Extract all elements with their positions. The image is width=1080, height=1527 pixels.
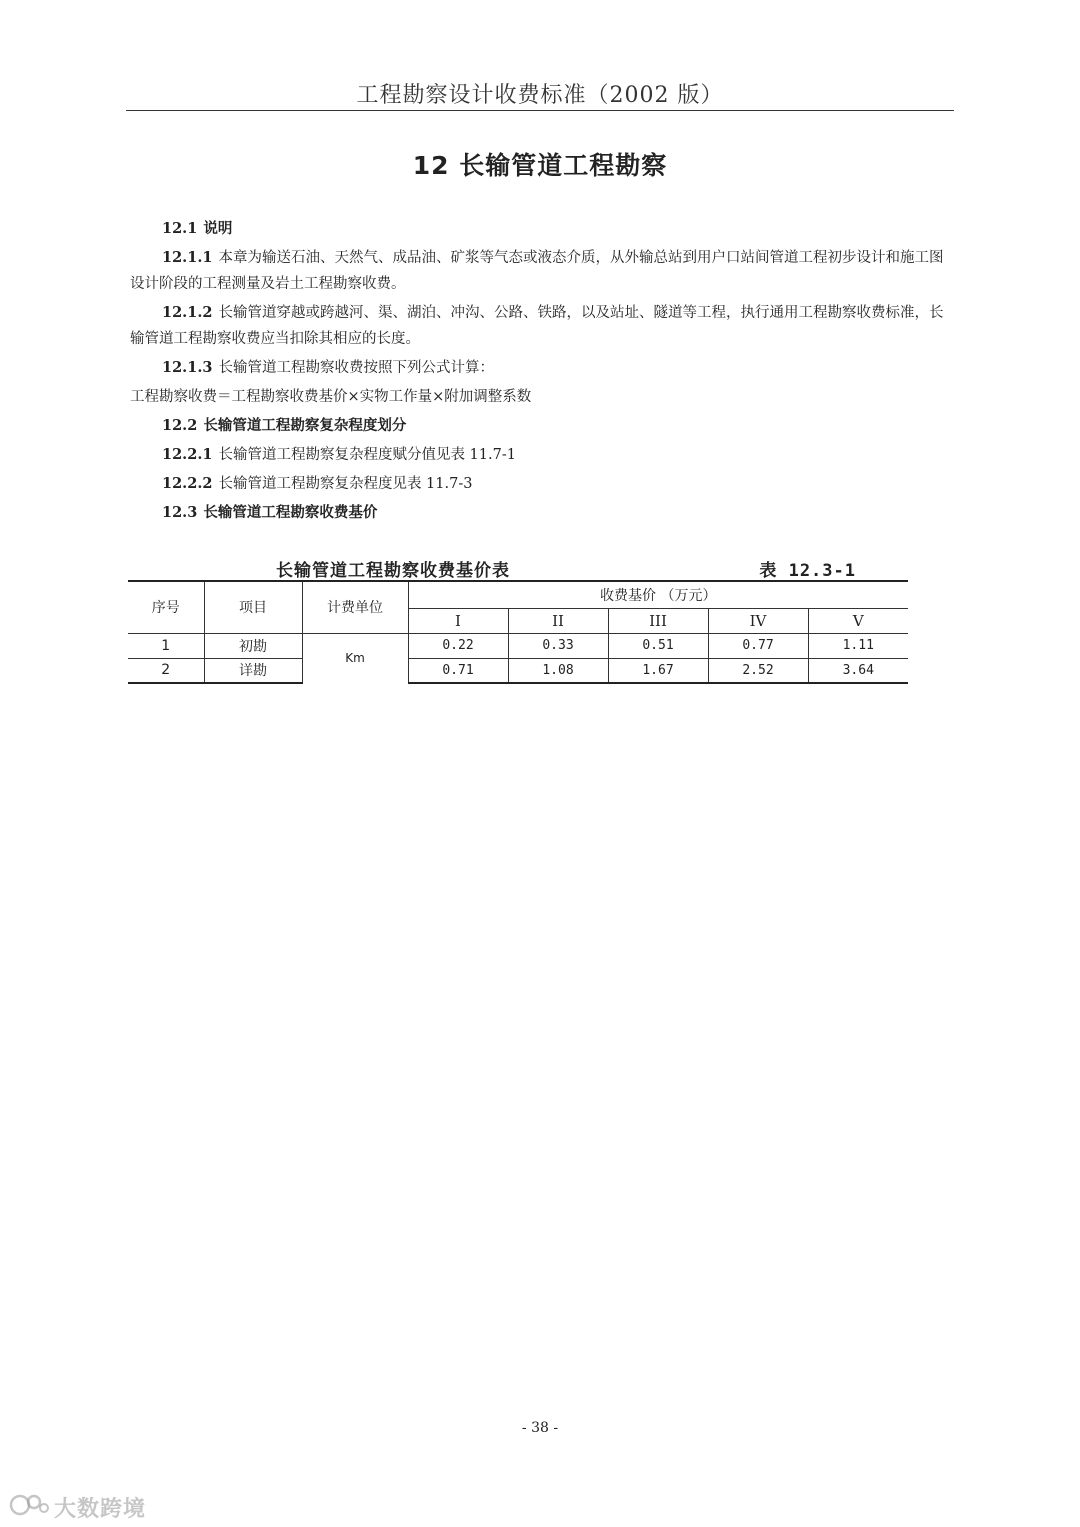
price-cell: 1.67 — [608, 658, 708, 683]
chapter-title: 12 长输管道工程勘察 — [412, 151, 668, 180]
price-cell: 0.22 — [408, 633, 508, 658]
watermark — [8, 1490, 158, 1520]
clause-12-1-3 — [130, 355, 948, 381]
clause-number: 12.1.2 — [162, 304, 213, 321]
header-unit: 计费单位 — [302, 581, 408, 633]
row-seq: 2 — [128, 658, 204, 683]
header-rule — [126, 110, 954, 111]
clause-text: 长输管道工程勘察复杂程度赋分值见表 11.7-1 — [218, 447, 516, 463]
header-item: 项目 — [204, 581, 302, 633]
table-row — [128, 633, 908, 658]
watermark-text: 大数跨境 — [54, 1497, 147, 1522]
table-row — [128, 658, 908, 683]
clause-number: 12.2.1 — [162, 446, 213, 463]
price-cell: 2.52 — [708, 658, 808, 683]
price-cell: 1.08 — [508, 658, 608, 683]
table-number: 表 12.3-1 — [759, 561, 856, 581]
header-level: II — [508, 608, 608, 633]
header-level: I — [408, 608, 508, 633]
price-cell: 1.11 — [808, 633, 908, 658]
chapter-body — [130, 216, 948, 529]
clause-12-1-1 — [130, 245, 948, 297]
section-text: 说明 — [203, 220, 233, 237]
section-number: 12.2 — [162, 417, 198, 434]
header-level: IV — [708, 608, 808, 633]
section-12-3 — [130, 500, 948, 526]
clause-text: 长输管道工程勘察收费按照下列公式计算： — [218, 360, 494, 376]
price-cell: 3.64 — [808, 658, 908, 683]
price-cell: 0.71 — [408, 658, 508, 683]
header-level: III — [608, 608, 708, 633]
running-header: 工程勘察设计收费标准（2002 版） — [356, 83, 724, 108]
section-text: 长输管道工程勘察复杂程度划分 — [203, 417, 407, 434]
clause-text: 本章为输送石油、天然气、成品油、矿浆等气态或液态介质，从外输总站到用户口站间管道工程初步设计和施工图设计阶段的工程测量及岩土工程勘察收费。 — [130, 250, 944, 292]
price-cell: 0.51 — [608, 633, 708, 658]
table-title: 长输管道工程勘察收费基价表 — [276, 561, 510, 581]
watermark-logo-icon — [8, 1490, 52, 1520]
price-table — [128, 580, 908, 684]
row-item: 初勘 — [204, 633, 302, 658]
row-item: 详勘 — [204, 658, 302, 683]
clause-number: 12.2.2 — [162, 475, 213, 492]
section-text: 长输管道工程勘察收费基价 — [203, 504, 378, 521]
page-number: - 38 - — [521, 1420, 559, 1436]
section-12-2 — [130, 413, 948, 439]
header-seq: 序号 — [128, 581, 204, 633]
clause-12-2-1 — [130, 442, 948, 468]
header-price-group: 收费基价 （万元） — [408, 581, 908, 608]
section-12-1 — [130, 216, 948, 242]
clause-text: 长输管道穿越或跨越河、渠、湖泊、冲沟、公路、铁路，以及站址、隧道等工程，执行通用工程勘察收费标准，长输管道工程勘察收费应当扣除其相应的长度。 — [130, 305, 944, 347]
fee-formula: 工程勘察收费＝工程勘察收费基价×实物工作量×附加调整系数 — [130, 389, 532, 405]
clause-number: 12.1.1 — [162, 249, 213, 266]
clause-12-1-2 — [130, 300, 948, 352]
clause-number: 12.1.3 — [162, 359, 213, 376]
section-number: 12.3 — [162, 504, 198, 521]
price-cell: 0.77 — [708, 633, 808, 658]
price-cell: 0.33 — [508, 633, 608, 658]
table-caption — [128, 556, 908, 580]
clause-12-2-2 — [130, 471, 948, 497]
clause-text: 长输管道工程勘察复杂程度见表 11.7-3 — [218, 476, 473, 492]
section-number: 12.1 — [162, 220, 198, 237]
row-seq: 1 — [128, 633, 204, 658]
row-unit: Km — [302, 633, 408, 683]
header-level: V — [808, 608, 908, 633]
